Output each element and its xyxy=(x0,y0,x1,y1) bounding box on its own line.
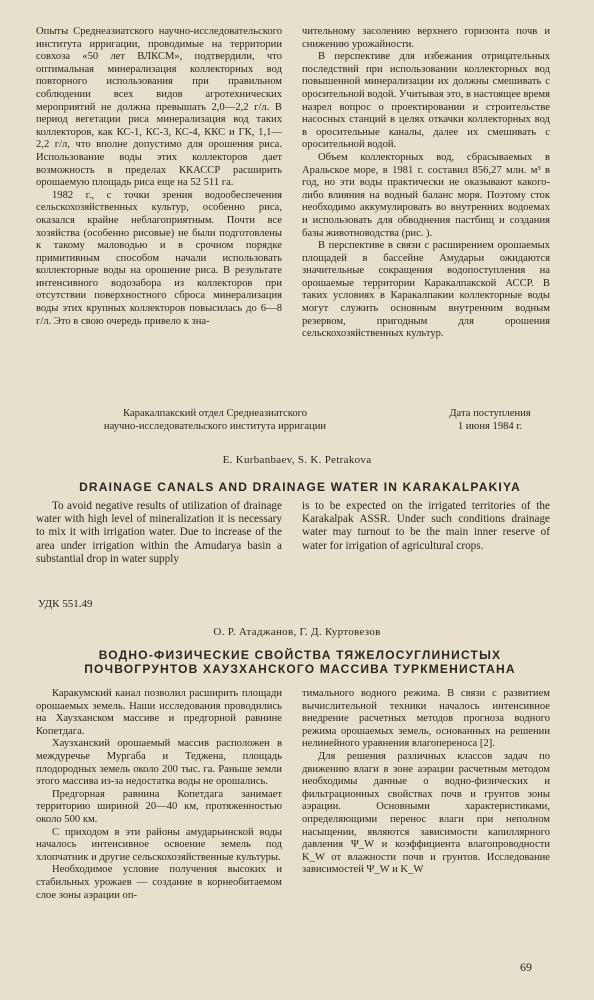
affiliation: Каракалпакский отдел Среднеазиатского научно-исследовательского института ирригации xyxy=(103,408,327,432)
paragraph: С приходом в эти районы амударьинской воды началось интенсивное освоение земель под хлопчатник и другие сельскохозяйственные культуры. xyxy=(36,826,282,863)
paragraph: В перспективе в связи с расширением орошаемых площадей в бассейне Амударьи ожидаются значительные сокращения водопоступления на орошаемые территории Каракалпакской АССР. В таких условиях в Каракалпакии коллекторные воды могут служить основным внутренним водным резервом, пригодным для орошения сельскохозяйственных культур. xyxy=(302,240,550,340)
article-authors: О. Р. Атаджанов, Г. Д. Куртовезов xyxy=(213,626,381,638)
paragraph: 1982 г., с точки зрения водообеспечения сельскохозяйственных культур, особенно риса, оказался крайне неблагоприятным. Почти все хозяйства (особенно рисовые) не были подготовлены к такому маловодью и в срочном порядке примитивным способом начали использовать коллекторные воды на орошение риса. В результате интенсивного водозабора из коллекторов при отсутствии поверхностного сброса минерализация воды этих крупных коллекторов повысилась до 6—8 г/л. Это в свою очередь привело к зна- xyxy=(36,189,282,327)
paragraph: Хаузханский орошаемый массив расположен в междуречье Мургаба и Теджена, площадь плодородных земель около 200 тыс. га. Раньше земли этого массива из-за недостатка воды не орошались. xyxy=(36,738,282,788)
paragraph: чительному засолению верхнего горизонта почв и снижению урожайности. xyxy=(302,26,550,50)
paragraph: Для решения различных классов задач по движению влаги в зоне аэрации расчетным методом необходимы данные о водно-физических и фильтрационных свойствах почв и грунтов зоны аэрации. Основными характеристиками, определяющими перенос влаги при неполном насыщении, являются зависимости капиллярного давления Ψ_W и коэффициента влагопроводности K_W от влажности почв и грунтов. Исследование зависимостей Ψ_W и K_W xyxy=(302,750,550,876)
article-left-column xyxy=(36,688,282,902)
received-date: Дата поступления 1 июня 1984 г. xyxy=(449,408,531,432)
paragraph: Каракумский канал позволил расширить площади орошаемых земель. Наши исследования проводились на Хаузханском массиве и предгорной равнине Копетдага. xyxy=(36,688,282,737)
article-right-column xyxy=(302,688,550,877)
english-abstract-right: is to be expected on the irrigated territories of the Karakalpak ASSR. Under such conditions drainage water may turnout to be the main inner reserve of water for irrigation of agricultural crops. xyxy=(302,500,550,552)
english-abstract-left: To avoid negative results of utilization of drainage water with high level of mineralization it is necessary to mix it with irrigation water. Due to increase of the area under irrigation within the Amudarya basin a substantial drop in water supply xyxy=(36,500,282,565)
article-title: ВОДНО-ФИЗИЧЕСКИЕ СВОЙСТВА ТЯЖЕЛОСУГЛИНИСТЫХ ПОЧВОГРУНТОВ ХАУЗХАНСКОГО МАССИВА ТУРКМЕНИСТАНА xyxy=(84,648,516,676)
page-number: 69 xyxy=(520,960,532,974)
english-authors: E. Kurbanbaev, S. K. Petrakova xyxy=(222,454,372,466)
left-column-article-end xyxy=(36,26,282,328)
paragraph: Опыты Среднеазиатского научно-исследовательского института ирригации, проводимые на территории совхоза «50 лет ВЛКСМ», подтвердили, что оптимальная минерализация коллекторных вод повторного использования при правильном соблюдении всех видов агротехнических мероприятий не должна превышать 2,0—2,2 г/л. В период вегетации риса минерализация вод таких коллекторов, как КС-1, КС-3, КС-4, ККС и ГК, 1,1—2,2 г/л, что вполне допустимо для орошения риса. Использование воды этих коллекторов дает возможность в пределах ККАССР расширить орошаемую площадь риса еще на 52 511 га. xyxy=(36,26,282,189)
paragraph: тимального водного режима. В связи с развитием вычислительной техники началось интенсивное внедрение расчетных методов прогноза водного режима орошаемых земель, основанных на решении нелинейного уравнения влагопереноса [2]. xyxy=(302,688,550,750)
paragraph: Объем коллекторных вод, сбрасываемых в Аральское море, в 1981 г. составил 856,27 млн. м³ в год, но эти воды практически не оказывают какого-либо влияния на водный баланс моря. Поэтому сток необходимо аккумулировать во внутренних водоемах и использовать для обводнения пастбищ и создания базы животноводства (рис. ). xyxy=(302,151,550,239)
english-title: DRAINAGE CANALS AND DRAINAGE WATER IN KARAKALPAKIYA xyxy=(79,480,521,494)
paragraph: Предгорная равнина Копетдага занимает территорию шириной 20—40 км, протяженностью около 500 км. xyxy=(36,788,282,825)
paragraph: Необходимое условие получения высоких и стабильных урожаев — создание в корнеобитаемом слое зоны аэрации оп- xyxy=(36,864,282,901)
right-column-article-end xyxy=(302,26,550,341)
paragraph: В перспективе для избежания отрицательных последствий при использовании коллекторных вод повышенной минерализации их должны смешивать с оросительной водой. Учитывая это, в настоящее время назрел вопрос о проектировании и строительстве насосных станций в целях откачки коллекторных вод в оросительные каналы, далее их смешивать с оросительной водой. xyxy=(302,51,550,151)
udc-code: УДК 551.49 xyxy=(38,598,93,610)
